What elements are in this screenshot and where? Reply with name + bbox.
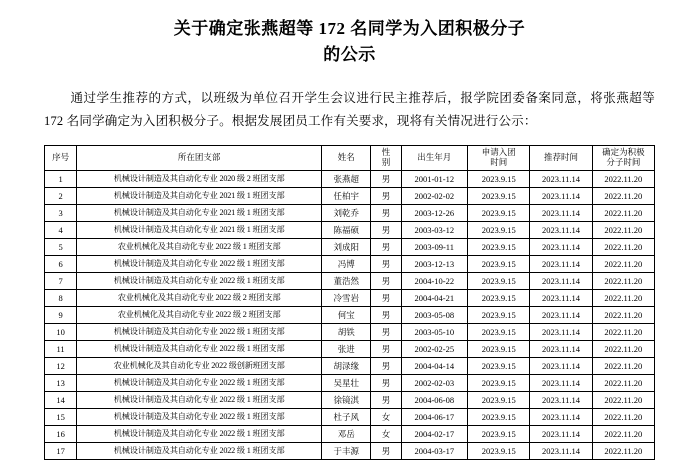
cell-sex: 男 <box>371 204 401 221</box>
cell-sex: 男 <box>371 357 401 374</box>
cell-apply: 2023.9.15 <box>468 238 530 255</box>
cell-apply: 2023.9.15 <box>468 170 530 187</box>
cell-recommend: 2023.11.14 <box>530 306 592 323</box>
cell-apply: 2023.9.15 <box>468 340 530 357</box>
page-title <box>44 16 655 69</box>
cell-name: 刘乾乔 <box>322 204 371 221</box>
cell-index: 15 <box>45 408 77 425</box>
cell-sex: 男 <box>371 289 401 306</box>
cell-apply: 2023.9.15 <box>468 442 530 459</box>
cell-index: 4 <box>45 221 77 238</box>
cell-birth: 2004-06-17 <box>401 408 468 425</box>
table-row <box>45 306 655 323</box>
cell-sex: 男 <box>371 255 401 272</box>
cell-org: 机械设计制造及其自动化专业 2022 级 1 班团支部 <box>77 442 322 459</box>
cell-sex: 女 <box>371 408 401 425</box>
cell-apply: 2023.9.15 <box>468 221 530 238</box>
cell-recommend: 2023.11.14 <box>530 323 592 340</box>
cell-birth: 2004-03-17 <box>401 442 468 459</box>
header-sex: 性 别 <box>371 146 401 171</box>
cell-confirm: 2022.11.20 <box>592 204 654 221</box>
header-recommend: 推荐时间 <box>530 146 592 171</box>
table-row <box>45 408 655 425</box>
cell-name: 于丰源 <box>322 442 371 459</box>
cell-sex: 男 <box>371 272 401 289</box>
cell-index: 16 <box>45 425 77 442</box>
table-row <box>45 187 655 204</box>
cell-birth: 2004-10-22 <box>401 272 468 289</box>
cell-apply: 2023.9.15 <box>468 391 530 408</box>
cell-org: 机械设计制造及其自动化专业 2022 级 1 班团支部 <box>77 255 322 272</box>
cell-recommend: 2023.11.14 <box>530 425 592 442</box>
table-row <box>45 391 655 408</box>
table-row <box>45 272 655 289</box>
cell-recommend: 2023.11.14 <box>530 442 592 459</box>
cell-index: 2 <box>45 187 77 204</box>
cell-recommend: 2023.11.14 <box>530 221 592 238</box>
cell-org: 机械设计制造及其自动化专业 2022 级 1 班团支部 <box>77 340 322 357</box>
cell-apply: 2023.9.15 <box>468 255 530 272</box>
cell-index: 3 <box>45 204 77 221</box>
header-birth: 出生年月 <box>401 146 468 171</box>
cell-index: 12 <box>45 357 77 374</box>
cell-recommend: 2023.11.14 <box>530 255 592 272</box>
cell-sex: 男 <box>371 221 401 238</box>
cell-org: 机械设计制造及其自动化专业 2020 级 2 班团支部 <box>77 170 322 187</box>
cell-org: 农业机械化及其自动化专业 2022 级 1 班团支部 <box>77 238 322 255</box>
cell-birth: 2003-05-10 <box>401 323 468 340</box>
cell-sex: 男 <box>371 340 401 357</box>
cell-apply: 2023.9.15 <box>468 187 530 204</box>
cell-confirm: 2022.11.20 <box>592 425 654 442</box>
cell-recommend: 2023.11.14 <box>530 357 592 374</box>
cell-apply: 2023.9.15 <box>468 272 530 289</box>
cell-recommend: 2023.11.14 <box>530 170 592 187</box>
cell-recommend: 2023.11.14 <box>530 289 592 306</box>
cell-apply: 2023.9.15 <box>468 204 530 221</box>
cell-apply: 2023.9.15 <box>468 289 530 306</box>
cell-birth: 2003-12-13 <box>401 255 468 272</box>
cell-name: 胡铁 <box>322 323 371 340</box>
header-index: 序号 <box>45 146 77 171</box>
cell-birth: 2004-02-17 <box>401 425 468 442</box>
cell-org: 机械设计制造及其自动化专业 2022 级 1 班团支部 <box>77 391 322 408</box>
cell-confirm: 2022.11.20 <box>592 306 654 323</box>
cell-sex: 男 <box>371 323 401 340</box>
cell-confirm: 2022.11.20 <box>592 408 654 425</box>
cell-recommend: 2023.11.14 <box>530 272 592 289</box>
cell-index: 17 <box>45 442 77 459</box>
cell-sex: 男 <box>371 187 401 204</box>
roster-table-body <box>45 170 655 459</box>
intro-paragraph-text: 通过学生推荐的方式，以班级为单位召开学生会议进行民主推荐后，报学院团委备案同意，将张燕超等 172 名同学确定为入团积极分子。根据发展团员工作有关要求，现将有关情况进行公示： <box>44 90 655 128</box>
cell-apply: 2023.9.15 <box>468 323 530 340</box>
cell-confirm: 2022.11.20 <box>592 323 654 340</box>
cell-confirm: 2022.11.20 <box>592 289 654 306</box>
cell-org: 机械设计制造及其自动化专业 2022 级 1 班团支部 <box>77 408 322 425</box>
cell-index: 10 <box>45 323 77 340</box>
cell-org: 农业机械化及其自动化专业 2022 级创新班团支部 <box>77 357 322 374</box>
cell-recommend: 2023.11.14 <box>530 204 592 221</box>
cell-apply: 2023.9.15 <box>468 357 530 374</box>
cell-recommend: 2023.11.14 <box>530 391 592 408</box>
cell-index: 8 <box>45 289 77 306</box>
cell-name: 张燕超 <box>322 170 371 187</box>
cell-birth: 2003-09-11 <box>401 238 468 255</box>
cell-org: 机械设计制造及其自动化专业 2021 级 1 班团支部 <box>77 187 322 204</box>
cell-index: 1 <box>45 170 77 187</box>
cell-sex: 男 <box>371 391 401 408</box>
cell-name: 冷雪岩 <box>322 289 371 306</box>
cell-name: 何宝 <box>322 306 371 323</box>
cell-name: 徐镜淇 <box>322 391 371 408</box>
cell-name: 杜子风 <box>322 408 371 425</box>
cell-name: 邓岳 <box>322 425 371 442</box>
cell-confirm: 2022.11.20 <box>592 238 654 255</box>
table-row <box>45 374 655 391</box>
cell-org: 机械设计制造及其自动化专业 2022 级 1 班团支部 <box>77 425 322 442</box>
table-row <box>45 323 655 340</box>
cell-org: 机械设计制造及其自动化专业 2022 级 1 班团支部 <box>77 323 322 340</box>
cell-confirm: 2022.11.20 <box>592 221 654 238</box>
cell-confirm: 2022.11.20 <box>592 357 654 374</box>
cell-birth: 2002-02-25 <box>401 340 468 357</box>
cell-confirm: 2022.11.20 <box>592 374 654 391</box>
cell-name: 张进 <box>322 340 371 357</box>
cell-confirm: 2022.11.20 <box>592 442 654 459</box>
cell-name: 董浩然 <box>322 272 371 289</box>
cell-index: 5 <box>45 238 77 255</box>
cell-org: 机械设计制造及其自动化专业 2022 级 1 班团支部 <box>77 272 322 289</box>
cell-name: 胡渌缘 <box>322 357 371 374</box>
page-title-line-2: 的公示 <box>323 45 376 65</box>
cell-sex: 男 <box>371 238 401 255</box>
cell-index: 11 <box>45 340 77 357</box>
cell-birth: 2004-04-14 <box>401 357 468 374</box>
intro-paragraph <box>44 87 655 133</box>
cell-index: 9 <box>45 306 77 323</box>
table-row <box>45 221 655 238</box>
table-row <box>45 170 655 187</box>
cell-sex: 男 <box>371 306 401 323</box>
cell-name: 陈福硕 <box>322 221 371 238</box>
cell-index: 7 <box>45 272 77 289</box>
cell-org: 农业机械化及其自动化专业 2022 级 2 班团支部 <box>77 306 322 323</box>
table-row <box>45 357 655 374</box>
cell-birth: 2003-03-12 <box>401 221 468 238</box>
page-title-line-1: 关于确定张燕超等 172 名同学为入团积极分子 <box>173 19 526 38</box>
cell-birth: 2003-05-08 <box>401 306 468 323</box>
cell-apply: 2023.9.15 <box>468 408 530 425</box>
cell-confirm: 2022.11.20 <box>592 255 654 272</box>
header-name: 姓名 <box>322 146 371 171</box>
cell-confirm: 2022.11.20 <box>592 170 654 187</box>
cell-sex: 男 <box>371 442 401 459</box>
cell-name: 冯博 <box>322 255 371 272</box>
cell-apply: 2023.9.15 <box>468 425 530 442</box>
cell-apply: 2023.9.15 <box>468 306 530 323</box>
cell-index: 13 <box>45 374 77 391</box>
cell-recommend: 2023.11.14 <box>530 340 592 357</box>
table-row <box>45 255 655 272</box>
cell-recommend: 2023.11.14 <box>530 374 592 391</box>
cell-sex: 女 <box>371 425 401 442</box>
cell-name: 刘成阳 <box>322 238 371 255</box>
table-row <box>45 340 655 357</box>
cell-name: 任柏宇 <box>322 187 371 204</box>
table-row <box>45 442 655 459</box>
cell-index: 14 <box>45 391 77 408</box>
table-header-row <box>45 146 655 171</box>
table-row <box>45 204 655 221</box>
cell-birth: 2001-01-12 <box>401 170 468 187</box>
cell-recommend: 2023.11.14 <box>530 238 592 255</box>
cell-name: 吴星壮 <box>322 374 371 391</box>
header-apply: 申请入团 时间 <box>468 146 530 171</box>
header-org: 所在团支部 <box>77 146 322 171</box>
cell-confirm: 2022.11.20 <box>592 391 654 408</box>
cell-org: 农业机械化及其自动化专业 2022 级 2 班团支部 <box>77 289 322 306</box>
cell-birth: 2002-02-02 <box>401 187 468 204</box>
cell-confirm: 2022.11.20 <box>592 187 654 204</box>
cell-org: 机械设计制造及其自动化专业 2021 级 1 班团支部 <box>77 221 322 238</box>
cell-birth: 2002-02-03 <box>401 374 468 391</box>
table-row <box>45 425 655 442</box>
cell-apply: 2023.9.15 <box>468 374 530 391</box>
cell-birth: 2004-06-08 <box>401 391 468 408</box>
cell-org: 机械设计制造及其自动化专业 2021 级 1 班团支部 <box>77 204 322 221</box>
cell-recommend: 2023.11.14 <box>530 187 592 204</box>
table-row <box>45 289 655 306</box>
header-confirm: 确定为积极 分子时间 <box>592 146 654 171</box>
cell-org: 机械设计制造及其自动化专业 2022 级 1 班团支部 <box>77 374 322 391</box>
cell-birth: 2004-04-21 <box>401 289 468 306</box>
cell-birth: 2003-12-26 <box>401 204 468 221</box>
cell-confirm: 2022.11.20 <box>592 340 654 357</box>
cell-recommend: 2023.11.14 <box>530 408 592 425</box>
cell-sex: 男 <box>371 374 401 391</box>
cell-confirm: 2022.11.20 <box>592 272 654 289</box>
cell-index: 6 <box>45 255 77 272</box>
document-page <box>0 16 699 456</box>
cell-sex: 男 <box>371 170 401 187</box>
table-row <box>45 238 655 255</box>
